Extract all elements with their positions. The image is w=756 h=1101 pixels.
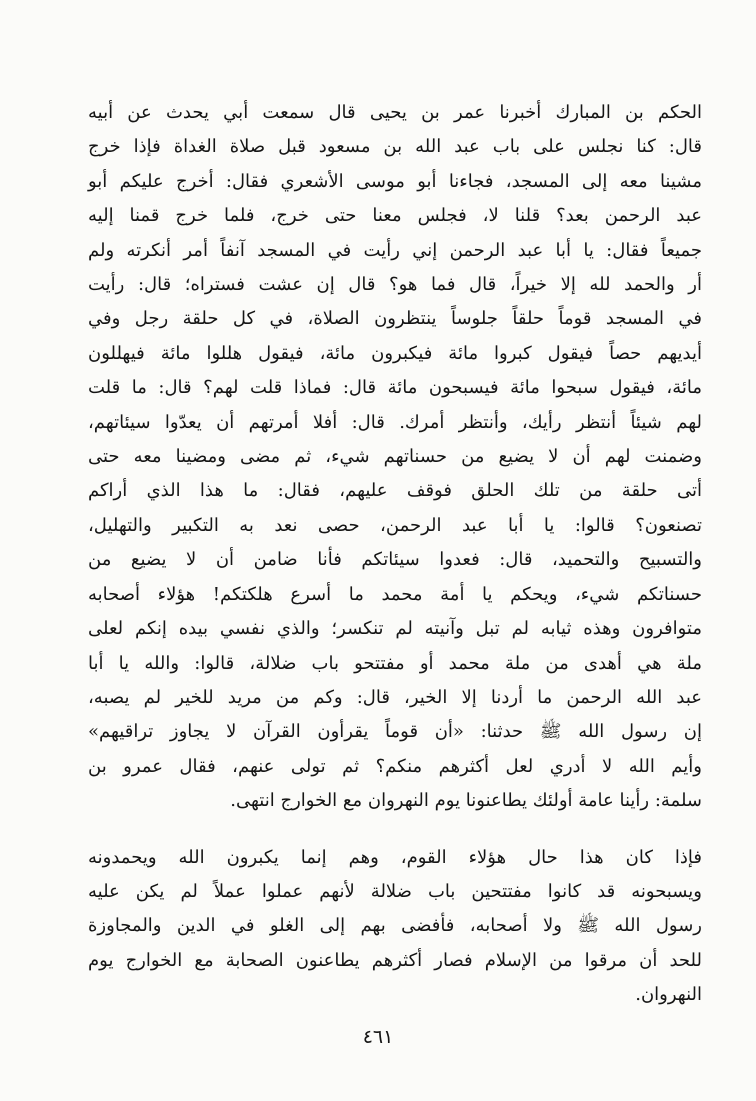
- text-line: والتسبيح والتحميد، قال: فعدوا سيئاتكم فأنا ضامن أن لا يضيع من: [88, 549, 702, 571]
- text-line: إن رسول الله ﷺ حدثنا: «أن قوماً يقرأون القرآن لا يجاوز تراقيهم»: [88, 721, 702, 743]
- text-line: عبد الله الرحمن ما أردنا إلا الخير، قال: وكم من مريد للخير لم يصبه،: [88, 686, 702, 708]
- text-line: ملة هي أهدى من ملة محمد أو مفتتحو باب ضلالة، قالوا: والله يا أبا: [88, 652, 702, 674]
- text-line: وضمنت لهم أن لا يضيع من حسناتهم شيء، ثم مضى ومضينا معه حتى: [88, 446, 702, 468]
- text-line: متوافرون وهذه ثيابه لم تبل وآنيته لم تنكسر؛ والذي نفسي بيده إنكم لعلى: [88, 618, 702, 640]
- text-line: أيديهم حصاً فيقول كبروا مائة فيكبرون مائة، فيقول هللوا مائة فيهللون: [88, 342, 702, 364]
- text-line: جميعاً فقال: يا أبا عبد الرحمن إني رأيت في المسجد آنفاً أمر أنكرته ولم: [88, 239, 702, 261]
- paragraph-commentary: [88, 841, 702, 1013]
- text-line: قال: كنا نجلس على باب عبد الله بن مسعود قبل صلاة الغداة فإذا خرج: [88, 136, 702, 158]
- text-line: حسناتكم شيء، ويحكم يا أمة محمد ما أسرع هلكتكم! هؤلاء أصحابه: [88, 583, 702, 605]
- text-line: أتى حلقة من تلك الحلق فوقف عليهم، فقال: ما هذا الذي أراكم: [88, 480, 702, 502]
- text-line: مائة، فيقول سبحوا مائة فيسبحون مائة قال: فماذا قلت لهم؟ قال: ما قلت: [88, 377, 702, 399]
- text-line: للحد أن مرقوا من الإسلام فصار أكثرهم يطاعنون الصحابة مع الخوارج يوم: [88, 949, 702, 971]
- text-line: تصنعون؟ قالوا: يا أبا عبد الرحمن، حصى نعد به التكبير والتهليل،: [88, 514, 702, 536]
- text-line: ويسبحونه قد كانوا مفتتحين باب ضلالة لأنهم عملوا عملاً لم يكن عليه: [88, 880, 702, 902]
- text-line: أر والحمد لله إلا خيراً، قال فما هو؟ قال إن عشت فستراه؛ قال: رأيت: [88, 274, 702, 296]
- text-line: سلمة: رأينا عامة أولئك يطاعنونا يوم النهروان مع الخوارج انتهى.: [230, 790, 702, 812]
- text-line: لهم شيئاً أنتظر رأيك، وأنتظر أمرك. قال: أفلا أمرتهم أن يعدّوا سيئاتهم،: [88, 411, 702, 433]
- text-line: الحكم بن المبارك أخبرنا عمر بن يحيى قال سمعت أبي يحدث عن أبيه: [88, 102, 702, 123]
- text-line: وأيم الله لا أدري لعل أكثرهم منكم؟ ثم تولى عنهم، فقال عمرو بن: [88, 755, 702, 777]
- text-line: في المسجد قوماً حلقاً جلوساً ينتظرون الصلاة، في كل حلقة رجل وفي: [88, 308, 702, 330]
- text-line: فإذا كان هذا حال هؤلاء القوم، وهم إنما يكبرون الله ويحمدونه: [88, 846, 702, 868]
- text-line: النهروان.: [635, 984, 702, 1006]
- text-line: رسول الله ﷺ ولا أصحابه، فأفضى بهم إلى الغلو في الدين والمجاوزة: [88, 915, 702, 937]
- book-page: [88, 96, 702, 1013]
- text-line: مشينا معه إلى المسجد، فجاءنا أبو موسى الأشعري فقال: أخرج عليكم أبو: [88, 170, 702, 192]
- page-number: ٤٦١: [362, 1026, 394, 1048]
- text-line: عبد الرحمن بعد؟ قلنا لا، فجلس معنا حتى خرج، فلما خرج قمنا إليه: [88, 205, 702, 227]
- paragraph-hadith: [88, 96, 702, 819]
